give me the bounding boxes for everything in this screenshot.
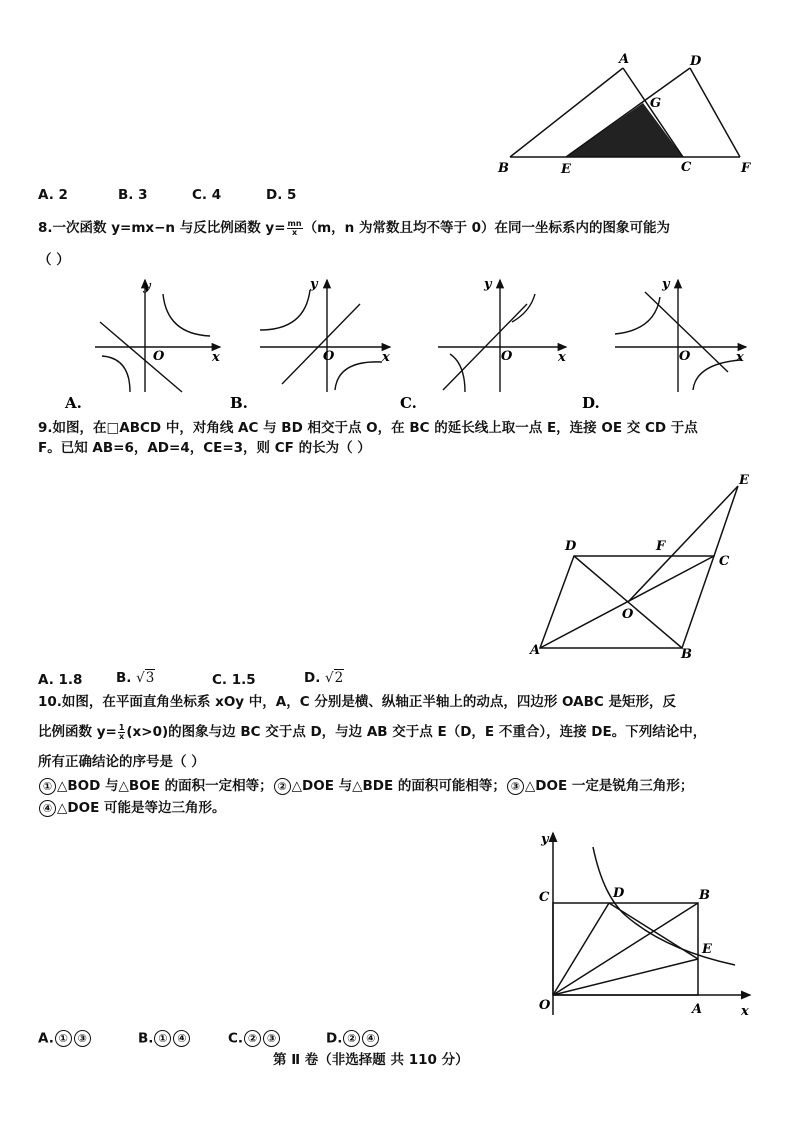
label-D: D [690, 54, 702, 69]
svg-text:y: y [143, 279, 151, 294]
q10-fraction: $\frac{1}{x}$ [118, 722, 125, 741]
q10-option-d: D. ② ④ [326, 1030, 380, 1047]
q10-option-c: C. ② ③ [228, 1030, 281, 1047]
label-O: O [622, 607, 634, 622]
q8-question [38, 218, 670, 238]
svg-text:A: A [692, 1002, 703, 1017]
q8-text-pre: 8.一次函数 y=mx−n 与反比例函数 y= [38, 220, 286, 236]
svg-text:O: O [679, 349, 691, 364]
section-heading: 第 Ⅱ 卷（非选择题 共 110 分） [273, 1052, 469, 1068]
q7-option-d: D. 5 [266, 187, 297, 203]
svg-text:O: O [501, 349, 513, 364]
graph-b [230, 277, 390, 412]
graph-d [582, 277, 746, 412]
q8-answer-paren: （ ） [38, 252, 70, 268]
label-G: G [650, 96, 662, 111]
svg-text:x: x [741, 1004, 749, 1019]
svg-text:E: E [702, 942, 712, 957]
label-B: B [681, 647, 692, 662]
label-A: A [530, 643, 541, 658]
label-E: E [561, 162, 571, 177]
q9-option-d: D. √2 [304, 670, 344, 686]
label-C: C [719, 554, 730, 569]
svg-text:y: y [541, 832, 549, 847]
svg-text:C: C [539, 890, 550, 905]
svg-text:y: y [310, 277, 318, 292]
q10-question-line2: 比例函数 y= $\frac{1}{x}$ (x>0)的图象与边 BC 交于点 D，与边 AB 交于点 E（D，E 不重合），连接 DE。下列结论中， [38, 722, 707, 741]
q10-question-line1: 10.如图，在平面直角坐标系 xOy 中，A，C 分别是横、纵轴正半轴上的动点，四边形 OABC 是矩形，反 [38, 694, 677, 710]
q9-question-line2: F。已知 AB=6，AD=4，CE=3，则 CF 的长为（ ） [38, 440, 371, 456]
graph-d-label: D. [582, 394, 600, 412]
q8-fraction: $\frac{mn}{x}$ [287, 218, 302, 237]
label-C: C [681, 160, 692, 175]
label-A: A [619, 52, 630, 67]
svg-text:x: x [736, 350, 744, 365]
q8-text-post: （m，n 为常数且均不等于 0）在同一坐标系内的图象可能为 [303, 220, 671, 236]
label-F: F [741, 161, 751, 176]
q9-option-b: B. √3 [116, 670, 155, 686]
svg-text:O: O [153, 349, 165, 364]
svg-text:y: y [484, 277, 492, 292]
q7-option-c: C. 4 [192, 187, 222, 203]
svg-text:x: x [382, 350, 390, 365]
label-B: B [498, 161, 509, 176]
q7-triangles-figure [490, 50, 760, 180]
q9-option-c: C. 1.5 [212, 672, 256, 688]
q10-statements-1: ① △BOD 与△BOE 的面积一定相等； ② △DOE 与△BDE 的面积可能相等； ③ △DOE 一定是锐角三角形； [38, 776, 693, 796]
svg-text:O: O [323, 349, 335, 364]
q9-option-a: A. 1.8 [38, 672, 83, 688]
svg-text:x: x [212, 350, 220, 365]
svg-text:y: y [662, 277, 670, 292]
q10-option-b: B. ① ④ [138, 1030, 191, 1047]
q9-parallelogram-figure [520, 468, 770, 668]
q10-coordinate-figure [525, 825, 760, 1025]
q10-question-line3: 所有正确结论的序号是（ ） [38, 754, 205, 770]
label-F: F [656, 539, 666, 554]
graph-a [64, 279, 220, 412]
svg-text:x: x [558, 350, 566, 365]
q10-statements-2: ④ △DOE 可能是等边三角形。 [38, 798, 226, 818]
q9-question-line1: 9.如图，在□ABCD 中，对角线 AC 与 BD 相交于点 O，在 BC 的延长线上取一点 E，连接 OE 交 CD 于点 [38, 420, 698, 436]
q10-option-a: A. ① ③ [38, 1030, 92, 1047]
svg-text:O: O [539, 998, 551, 1013]
svg-text:B: B [699, 888, 710, 903]
graph-c-label: C. [400, 394, 417, 412]
svg-text:D: D [613, 886, 625, 901]
label-E: E [739, 473, 749, 488]
graph-b-label: B. [230, 394, 248, 412]
q8-graphs [60, 272, 780, 417]
q7-option-a: A. 2 [38, 187, 68, 203]
label-D: D [565, 539, 577, 554]
graph-c [400, 277, 566, 412]
graph-a-label: A. [65, 394, 82, 412]
q7-option-b: B. 3 [118, 187, 148, 203]
